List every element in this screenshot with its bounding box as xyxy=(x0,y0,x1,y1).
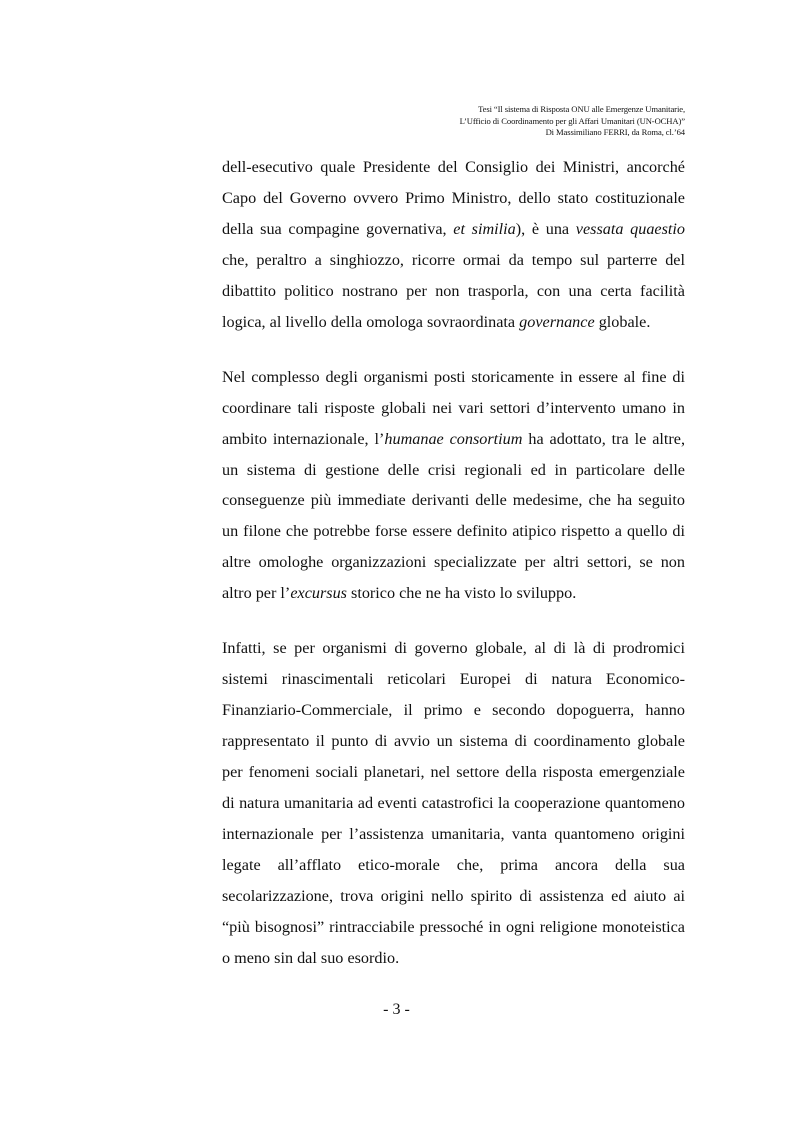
header-line-3: Di Massimiliano FERRI, da Roma, cl.’64 xyxy=(545,127,685,137)
paragraph-3 xyxy=(222,633,685,973)
text-run: dell-esecutivo quale Presidente del Consiglio dei Ministri, ancorché Capo del Governo ovvero Primo Ministro, dello stato costituzionale della sua compagine governativa, xyxy=(222,158,685,238)
italic-run: governance xyxy=(519,312,595,331)
text-run: storico che ne ha visto lo sviluppo. xyxy=(346,584,577,603)
paragraph-1 xyxy=(222,152,685,337)
paragraph-2 xyxy=(222,362,685,609)
italic-run: et similia xyxy=(453,219,516,238)
page-number: - 3 - xyxy=(383,1001,410,1018)
header-line-1: Tesi “Il sistema di Risposta ONU alle Emergenze Umanitarie, xyxy=(478,104,685,114)
text-run: Infatti, se per organismi di governo globale, al di là di prodromici sistemi rinascimentali reticolari Europei di natura Economico-Finanziario-Commerciale, il primo e secondo dopoguerra, hanno rappresentato il punto di avvio un sistema di coordinamento globale per fenomeni sociali planetari, nel settore della risposta emergenziale di natura umanitaria ad eventi catastrofici la cooperazione quantomeno internazionale per l’assistenza umanitaria, vanta quantomeno origini legate all’afflato etico-morale che, prima ancora della sua secolarizzazione, trova origini nello spirito di assistenza ed aiuto ai “più bisognosi” rintracciabile pressoché in ogni religione monoteistica o meno sin dal suo esordio. xyxy=(222,639,685,967)
body-text xyxy=(222,152,685,973)
text-run: Nel complesso degli organismi posti storicamente in essere al fine di coordinare tali risposte globali nei vari settori d’intervento umano in ambito internazionale, l’ xyxy=(222,367,685,448)
italic-run: vessata quaestio xyxy=(575,219,685,238)
italic-run: excursus xyxy=(290,584,347,603)
text-run: che, peraltro a singhiozzo, ricorre ormai da tempo sul parterre del dibattito politico nostrano per non trasporla, con una certa facilità logica, al livello della omologa sovraordinata xyxy=(222,250,685,331)
text-run: ), è una xyxy=(515,219,576,238)
text-run: globale. xyxy=(594,312,651,331)
running-header xyxy=(355,104,685,139)
text-run: ha adottato, tra le altre, un sistema di gestione delle crisi regionali ed in particolare delle conseguenze più immediate derivanti delle medesime, che ha seguito un filone che potrebbe forse essere definito atipico rispetto a quello di altre omologhe organizzazioni specializzate per altri settori, se non altro per l’ xyxy=(222,429,685,603)
header-line-2: L’Ufficio di Coordinamento per gli Affari Umanitari (UN-OCHA)” xyxy=(459,115,685,126)
italic-run: humanae consortium xyxy=(384,429,523,448)
